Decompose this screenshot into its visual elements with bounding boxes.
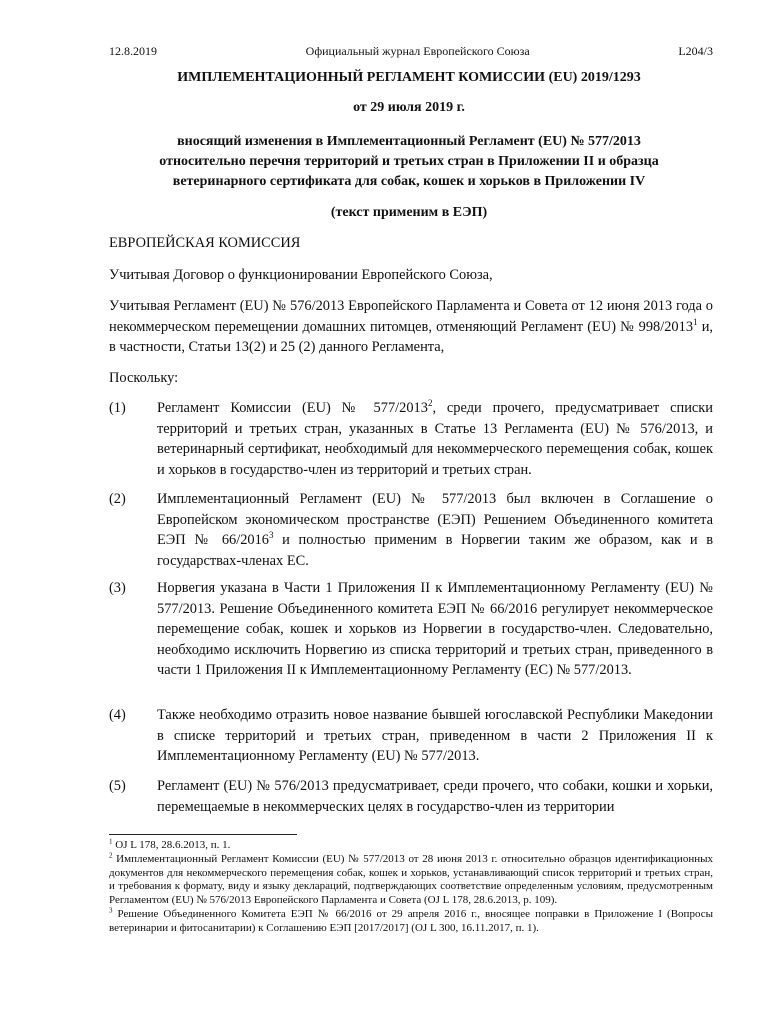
recital-text-part: Регламент Комиссии (EU) № 577/2013 <box>157 400 428 416</box>
citation-text-part: Учитывая Регламент (EU) № 576/2013 Европейского Парламента и Совета от 12 июня 2013 года о некоммерческом перемещении домашних питомцев, отменяющий Регламент (EU) № 998/2013 <box>109 298 713 335</box>
footnote <box>109 853 713 908</box>
recital-text-part: Имплементационный Регламент (EU) № 577/2013 был включен в Соглашение о Европейском экономическом пространстве (ЕЭП) Решением Объединенного комитета ЕЭП № 66/2016 <box>157 491 713 548</box>
footnotes <box>109 839 713 936</box>
commission-heading <box>109 233 713 254</box>
recital-number: (3) <box>109 580 126 596</box>
citation-treaty <box>109 265 713 286</box>
document-title: ИМПЛЕМЕНТАЦИОННЫЙ РЕГЛАМЕНТ КОМИССИИ (EU) 2019/1293 <box>177 70 641 85</box>
footnote-number: 2 <box>109 851 113 860</box>
recital-item <box>109 489 713 571</box>
whereas-heading <box>109 368 713 389</box>
recital-number: (4) <box>109 707 126 723</box>
footnote <box>109 839 713 853</box>
recital-number: (2) <box>109 491 126 507</box>
document-date: от 29 июля 2019 г. <box>353 100 465 115</box>
header-journal: Официальный журнал Европейского Союза <box>305 44 530 58</box>
commission-label: ЕВРОПЕЙСКАЯ КОМИССИЯ <box>109 235 301 251</box>
recital-text-part: Также необходимо отразить новое название бывшей югославской Республики Македонии в списке территорий и третьих стран, приведенном в части 2 Приложения II к Имплементационному Регламенту (EU) № 577/2013. <box>157 707 713 764</box>
recital-text <box>157 578 713 681</box>
footnote-text: Имплементационный Регламент Комиссии (EU) № 577/2013 от 28 июня 2013 г. относительно образцов идентификационных документов для некоммерческого перемещения собак, кошек и хорьков, устанавливающий список территорий и третьих стран, и требования к формату, виду и языку деклараций, подтверждающих соответствие определенным условиям, предусмотренным Регламентом (EU) № 576/2013 Европейского Парламента и Совета (OJ L 178, 28.6.2013, p. 109). <box>109 852 713 907</box>
recital-item <box>109 398 713 480</box>
recital-text <box>157 398 713 480</box>
footnote-ref[interactable]: 3 <box>268 530 274 541</box>
recital-text <box>157 776 713 817</box>
subject-line: ветеринарного сертификата для собак, кошек и хорьков в Приложении IV <box>172 174 646 189</box>
recital-item <box>109 705 713 767</box>
citation-regulation <box>109 296 713 358</box>
recital-item <box>109 578 713 681</box>
recital-number: (5) <box>109 778 126 794</box>
citation-treaty-text: Учитывая Договор о функционировании Европейского Союза, <box>109 267 493 283</box>
document-subject <box>100 132 718 192</box>
recital-item <box>109 776 713 817</box>
citation-text-part: и, в частности, Статьи 13(2) и 25 (2) данного Регламента, <box>109 318 714 355</box>
footnote-ref[interactable]: 1 <box>693 316 698 327</box>
header-date: 12.8.2019 <box>109 44 157 58</box>
eea-relevance: (текст применим в ЕЭП) <box>330 205 488 220</box>
recital-text <box>157 705 713 767</box>
recital-text-part: , среди прочего, предусматривает списки территорий и третьих стран, указанных в Статье 13 Регламента (EU) № 576/2013, и ветеринарный сертификат, необходимый для некоммерческого перемещения собак, кошек и хорьков в государство-член из территорий и третьих стран. <box>157 400 713 478</box>
subject-line: вносящий изменения в Имплементационный Регламент (EU) № 577/2013 <box>177 134 641 149</box>
footnote-number: 3 <box>109 906 113 915</box>
footnote-ref[interactable]: 2 <box>427 398 433 409</box>
citation-regulation-text <box>109 296 713 358</box>
recital-text-part: Норвегия указана в Части 1 Приложения II к Имплементационному Регламенту (EU) № 577/2013. Решение Объединенного комитета ЕЭП № 66/2016 регулирует некоммерческое перемещение собак, кошек и хорьков из Норвегии в государство-член. Следовательно, необходимо исключить Норвегию из списка территорий и третьих стран, приведенного в части 1 Приложения II к Имплементационному Регламенту (ЕС) № 577/2013. <box>157 580 713 678</box>
footnote-text: Решение Объединенного Комитета ЕЭП № 66/2016 от 29 апреля 2016 г., вносящее поправки в Приложение I (Вопросы ветеринарии и фитосанитарии) к Соглашению ЕЭП [2017/2017] (OJ L 300, 16.11.2017, п. 1). <box>109 907 713 934</box>
recital-text-part: Регламент (EU) № 576/2013 предусматривает, среди прочего, что собаки, кошки и хорьки, перемещаемые в некоммерческих целях в государство-член из территории <box>157 778 713 815</box>
recital-text-part: и полностью применим в Норвегии таким же образом, как и в государствах-членах ЕС. <box>157 532 713 569</box>
header-page-ref: L204/3 <box>678 44 713 58</box>
whereas-label: Поскольку: <box>109 370 179 386</box>
recital-text <box>157 489 713 571</box>
footnote-number: 1 <box>109 837 113 846</box>
page-header <box>109 44 713 58</box>
footnote <box>109 908 713 936</box>
recital-number: (1) <box>109 400 126 416</box>
footnote-separator <box>109 834 297 835</box>
footnote-text: OJ L 178, 28.6.2013, п. 1. <box>112 839 231 851</box>
subject-line: относительно перечня территорий и третьих стран в Приложении II и образца <box>159 154 659 169</box>
